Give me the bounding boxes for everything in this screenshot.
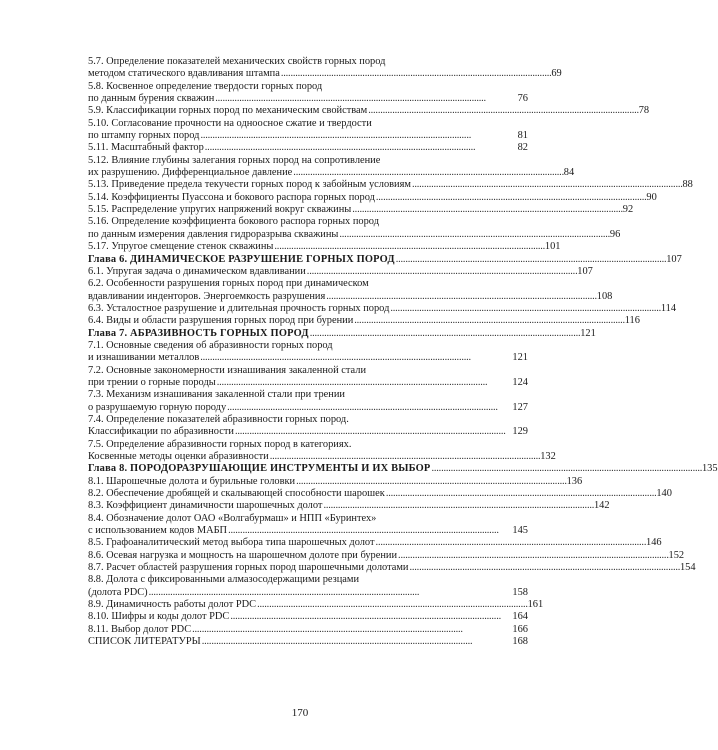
dot-leader bbox=[326, 291, 595, 303]
dot-leader bbox=[339, 229, 608, 241]
toc-chapter-entry bbox=[88, 253, 682, 266]
dot-leader bbox=[323, 500, 592, 512]
toc-entry-title-line: 7.2. Основные закономерности изнашивания закаленной стали bbox=[88, 364, 366, 376]
toc-entry-title: 8.11. Выбор долот PDC bbox=[88, 623, 192, 635]
dot-leader bbox=[235, 426, 511, 438]
toc-entry-title: по штампу горных пород bbox=[88, 130, 200, 142]
toc-entry bbox=[88, 599, 544, 611]
dot-leader bbox=[431, 463, 700, 475]
toc-entry bbox=[88, 513, 528, 538]
toc-entry-title-line: 6.2. Особенности разрушения горных пород при динамическом bbox=[88, 278, 369, 290]
dot-leader bbox=[202, 636, 512, 648]
dot-leader bbox=[307, 266, 576, 278]
dot-leader bbox=[398, 550, 667, 562]
toc-entry bbox=[88, 389, 528, 414]
toc-page-number: 92 bbox=[622, 204, 634, 216]
toc-page-number: 76 bbox=[517, 93, 528, 105]
toc-page-number: 168 bbox=[512, 636, 528, 648]
toc-chapter-entry bbox=[88, 327, 596, 340]
toc-entry bbox=[88, 549, 685, 562]
toc-entry-title: Глава 7. АБРАЗИВНОСТЬ ГОРНЫХ ПОРОД bbox=[88, 327, 309, 339]
dot-leader bbox=[368, 105, 637, 117]
dot-leader bbox=[281, 68, 550, 80]
toc-entry bbox=[88, 278, 613, 303]
toc-entry bbox=[88, 241, 561, 253]
dot-leader bbox=[270, 451, 539, 463]
toc-entry-title-line: 7.3. Механизм изнашивания закаленной стали при трении bbox=[88, 389, 345, 401]
toc-page-number: 69 bbox=[551, 68, 562, 80]
toc-page-number: 96 bbox=[609, 228, 621, 240]
toc-page-number: 132 bbox=[540, 451, 556, 462]
toc-entry bbox=[88, 624, 528, 636]
toc-entry bbox=[88, 105, 650, 117]
toc-entry bbox=[88, 636, 528, 648]
toc-entry-title: их разрушению. Дифференциальное давление bbox=[88, 167, 293, 179]
dot-leader bbox=[200, 130, 516, 142]
toc-entry bbox=[88, 574, 528, 599]
toc-page-number: 101 bbox=[544, 241, 561, 253]
toc-entry bbox=[88, 302, 677, 315]
dot-leader bbox=[410, 562, 679, 574]
dot-leader bbox=[274, 241, 543, 253]
page-number: 170 bbox=[291, 707, 309, 719]
toc-entry bbox=[88, 216, 621, 241]
toc-entry-title: методом статического вдавливания штампа bbox=[88, 68, 280, 80]
toc-entry-title: 5.13. Приведение предела текучести горных пород к забойным условиям bbox=[88, 179, 411, 191]
toc-page-number: 107 bbox=[577, 265, 593, 277]
toc-page-number: 124 bbox=[512, 376, 528, 388]
toc-entry-title: при трении о горные породы bbox=[88, 376, 216, 388]
toc-entry-title: (долота PDC) bbox=[88, 586, 148, 598]
toc-page-number: 164 bbox=[512, 611, 528, 623]
toc-page-number: 140 bbox=[656, 488, 672, 500]
toc-entry-title: по данным измерения давления гидроразрыва скважины bbox=[88, 228, 339, 240]
toc-entry-title-line: 5.7. Определение показателей механических свойств горных пород bbox=[88, 56, 386, 67]
toc-entry bbox=[88, 500, 610, 512]
toc-entry-title: о разрушаемую горную породу bbox=[88, 401, 227, 413]
toc-page-number: 136 bbox=[566, 475, 583, 487]
toc-entry bbox=[88, 142, 528, 154]
toc-page-number: 146 bbox=[646, 537, 662, 549]
toc-page-number: 154 bbox=[679, 562, 696, 574]
dot-leader bbox=[205, 142, 517, 154]
toc-entry bbox=[88, 265, 593, 278]
toc-entry-title: 5.17. Упругое смещение стенок скважины bbox=[88, 241, 274, 253]
toc-page-number: 166 bbox=[512, 623, 528, 635]
toc-entry-title-line: 5.10. Согласование прочности на одноосное сжатие и твердости bbox=[88, 117, 372, 129]
toc-entry-title: 8.1. Шарошечные долота и бурильные головки bbox=[88, 475, 296, 487]
toc-entry-title-line: 8.4. Обозначение долот ОАО «Волгабурмаш» и НПП «Буринтех» bbox=[88, 512, 377, 524]
toc-entry bbox=[88, 488, 672, 500]
toc-entry bbox=[88, 191, 657, 204]
toc-entry bbox=[88, 414, 528, 439]
toc-entry bbox=[88, 118, 528, 143]
toc-entry-title-line: 8.8. Долота с фиксированными алмазосодержащими резцами bbox=[88, 574, 360, 586]
dot-leader bbox=[296, 476, 565, 488]
dot-leader bbox=[390, 303, 659, 315]
toc-entry-title: Глава 6. ДИНАМИЧЕСКОЕ РАЗРУШЕНИЕ ГОРНЫХ ПОРОД bbox=[88, 253, 395, 265]
toc-entry bbox=[88, 154, 575, 180]
dot-leader bbox=[217, 377, 512, 389]
toc-page-number: 88 bbox=[682, 179, 693, 191]
toc-entry bbox=[88, 204, 634, 216]
toc-page-number: 90 bbox=[646, 191, 657, 203]
toc-page-number: 121 bbox=[512, 352, 528, 364]
toc-entry-title-line: 7.4. Определение показателей абразивности горных пород. bbox=[88, 413, 349, 425]
toc-entry bbox=[88, 179, 693, 191]
toc-page-number: 142 bbox=[593, 500, 610, 512]
toc-page-number: 107 bbox=[666, 253, 682, 265]
toc-entry bbox=[88, 475, 583, 488]
toc-entry-title: вдавливании инденторов. Энергоемкость разрушения bbox=[88, 290, 326, 302]
dot-leader bbox=[227, 402, 511, 414]
toc-entry bbox=[88, 315, 640, 327]
toc-entry-title: 5.9. Классификации горных пород по механическим свойствам bbox=[88, 105, 368, 117]
toc-page-number: 81 bbox=[517, 130, 528, 142]
toc-entry-title-line: 5.12. Влияние глубины залегания горных пород на сопротивление bbox=[88, 154, 381, 166]
toc-entry bbox=[88, 340, 528, 365]
toc-entry-title: 5.14. Коэффициенты Пуассона и бокового распора горных пород bbox=[88, 191, 375, 203]
toc-page-number: 152 bbox=[668, 549, 685, 561]
toc-entry-title: 8.6. Осевая нагрузка и мощность на шарошечном долоте при бурении bbox=[88, 549, 398, 561]
dot-leader bbox=[200, 352, 511, 364]
toc-entry bbox=[88, 438, 556, 464]
dot-leader bbox=[376, 192, 645, 204]
dot-leader bbox=[293, 167, 562, 179]
toc-entry-title-line: 5.8. Косвенное определение твердости горных пород bbox=[88, 80, 323, 92]
toc-entry-title: Глава 8. ПОРОДОРАЗРУШАЮЩИЕ ИНСТРУМЕНТЫ И ИХ ВЫБОР bbox=[88, 463, 431, 475]
toc-page-number: 135 bbox=[701, 463, 718, 475]
toc-page-number: 121 bbox=[580, 327, 596, 339]
toc-entry bbox=[88, 56, 562, 81]
toc-entry-title: 8.5. Графоаналитический метод выбора типа шарошечных долот bbox=[88, 537, 375, 549]
toc-entry-title-line: 7.5. Определение абразивности горных пород в категориях. bbox=[88, 438, 352, 450]
dot-leader bbox=[386, 488, 655, 500]
dot-leader bbox=[230, 611, 511, 623]
toc-page-number: 78 bbox=[638, 105, 650, 117]
dot-leader bbox=[354, 315, 623, 327]
toc-entry-title: 8.9. Динамичность работы долот PDC bbox=[88, 599, 257, 611]
toc-page-number: 114 bbox=[660, 302, 677, 314]
toc-page-number: 82 bbox=[517, 142, 528, 154]
toc-entry-title: СПИСОК ЛИТЕРАТУРЫ bbox=[88, 636, 201, 648]
toc-entry bbox=[88, 537, 662, 549]
toc-page-number: 116 bbox=[624, 315, 640, 327]
toc-entry-title: 6.4. Виды и области разрушения горных пород при бурении bbox=[88, 315, 354, 327]
dot-leader bbox=[215, 93, 516, 105]
toc-entry bbox=[88, 365, 528, 390]
toc-entry-title: Косвенные методы оценки абразивности bbox=[88, 451, 269, 462]
toc-entry-title: 8.2. Обеспечение дробящей и скалывающей способности шарошек bbox=[88, 488, 385, 500]
toc-entry-title-line: 5.16. Определение коэффициента бокового распора горных пород bbox=[88, 216, 379, 228]
toc-entry-title: и изнашивании металлов bbox=[88, 352, 200, 364]
toc-entry-title: 8.7. Расчет областей разрушения горных пород шарошечными долотами bbox=[88, 562, 409, 574]
toc-page-number: 158 bbox=[512, 586, 528, 598]
dot-leader bbox=[192, 624, 511, 636]
toc-page-number: 108 bbox=[596, 290, 613, 302]
toc-entry-title: 8.3. Коэффициент динамичности шарошечных долот bbox=[88, 500, 323, 512]
dot-leader bbox=[412, 179, 681, 191]
toc-entry-title: 5.15. Распределение упругих напряжений вокруг скважины bbox=[88, 204, 352, 216]
dot-leader bbox=[352, 204, 621, 216]
toc-page-number: 129 bbox=[512, 426, 528, 438]
toc-entry-title: по данным бурения скважин bbox=[88, 93, 215, 105]
dot-leader bbox=[310, 328, 579, 340]
toc-chapter-entry bbox=[88, 463, 718, 475]
toc-entry bbox=[88, 562, 696, 574]
dot-leader bbox=[396, 254, 665, 266]
dot-leader bbox=[149, 587, 512, 599]
toc-entry-title: 8.10. Шифры и коды долот PDC bbox=[88, 611, 230, 623]
toc-page-number: 161 bbox=[527, 599, 544, 611]
toc-entry bbox=[88, 611, 528, 623]
table-of-contents bbox=[88, 56, 718, 649]
dot-leader bbox=[257, 599, 526, 611]
toc-entry-title: 6.3. Усталостное разрушение и длительная прочность горных пород bbox=[88, 302, 390, 314]
toc-entry-title: Классификации по абразивности bbox=[88, 426, 234, 438]
toc-page-number: 127 bbox=[512, 401, 528, 413]
toc-entry-title-line: 7.1. Основные сведения об абразивности горных пород bbox=[88, 339, 333, 351]
dot-leader bbox=[228, 525, 511, 537]
toc-entry-title: 5.11. Масштабный фактор bbox=[88, 142, 204, 154]
toc-page-number: 145 bbox=[512, 525, 528, 537]
toc-entry bbox=[88, 81, 528, 106]
dot-leader bbox=[376, 537, 645, 549]
toc-entry-title: 6.1. Упругая задача о динамическом вдавливании bbox=[88, 265, 306, 277]
toc-page-number: 84 bbox=[563, 167, 575, 179]
toc-entry-title: с использованием кодов МАБП bbox=[88, 525, 228, 537]
